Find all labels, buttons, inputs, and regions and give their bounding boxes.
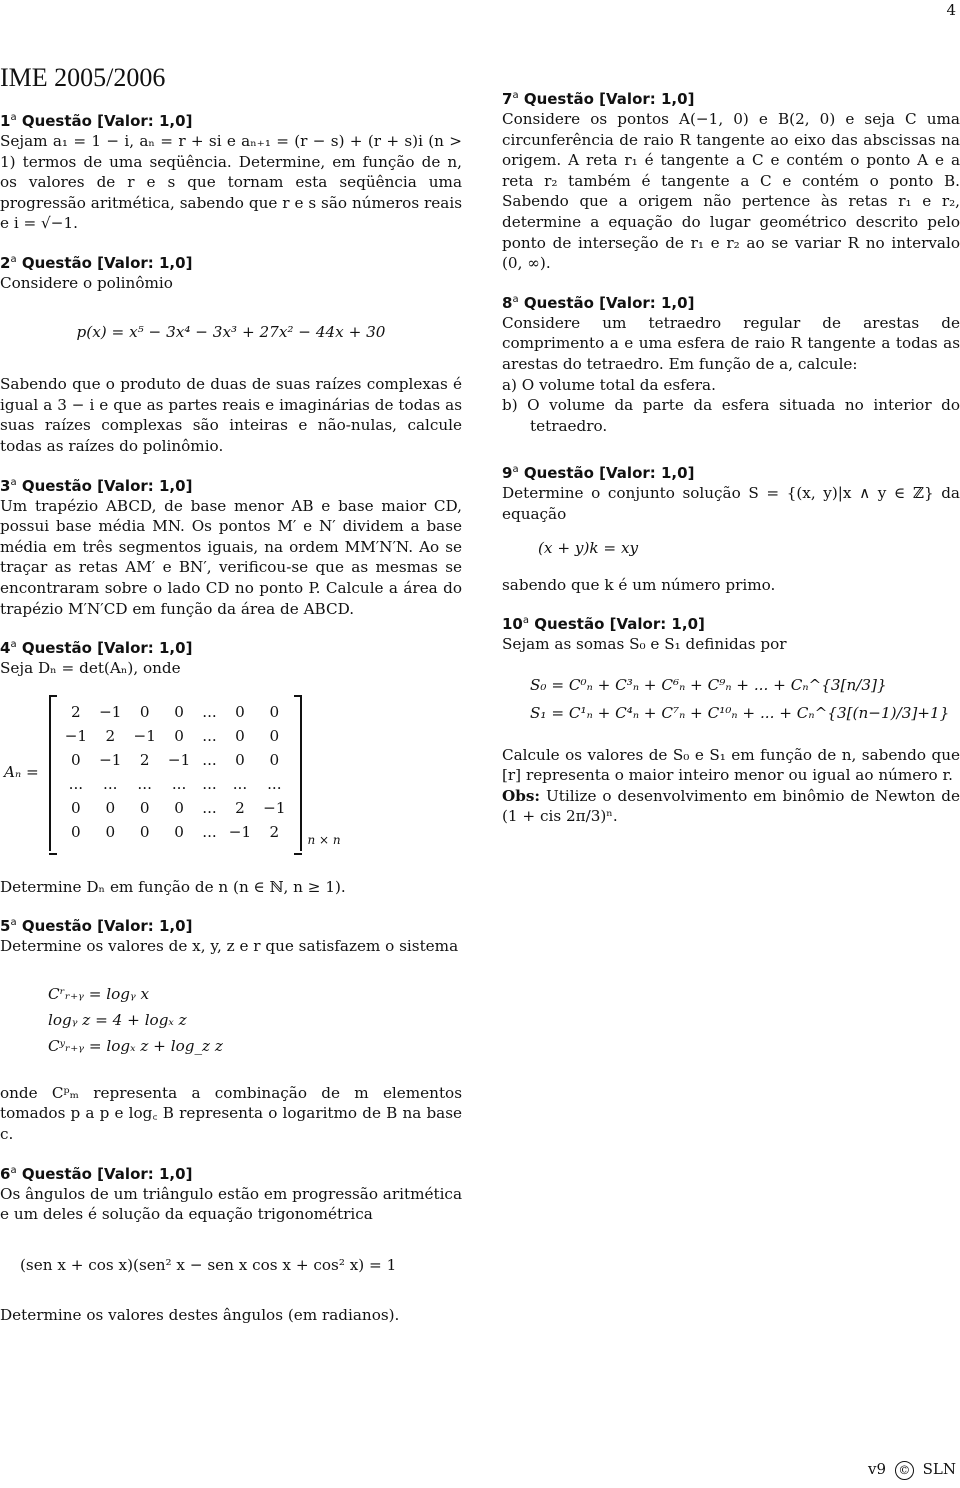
copyright-icon: ©	[895, 1461, 914, 1480]
option-b: b) O volume da parte da esfera situada no interior do tetraedro.	[502, 396, 960, 435]
matrix-cell: 0	[105, 823, 116, 842]
matrix-cell: 2	[139, 751, 150, 770]
question-title: 8$^a$ Questão [Valor: 1,0]	[502, 293, 695, 312]
matrix-cell: 0	[105, 799, 116, 818]
matrix-cell: ...	[171, 775, 187, 794]
matrix-cell: ...	[267, 775, 282, 794]
equation-line: Cʸᵣ₊ᵧ = logₓ z + log_z z	[48, 1036, 223, 1055]
question-5	[0, 913, 462, 1144]
question-intro: Seja Dₙ = det(Aₙ), onde	[0, 659, 181, 678]
footer	[868, 1459, 956, 1480]
equation-line: Cʳᵣ₊ᵧ = logᵧ x	[48, 984, 150, 1003]
question-intro: Determine o conjunto solução S = {(x, y)|x ∧ y ∈ ℤ} da equação	[502, 484, 960, 523]
matrix-cell: ...	[103, 775, 118, 794]
question-title: 2$^a$ Questão [Valor: 1,0]	[0, 253, 193, 272]
question-title: 4$^a$ Questão [Valor: 1,0]	[0, 639, 193, 658]
matrix-row	[59, 773, 292, 797]
matrix-row	[59, 821, 292, 845]
sum-equations	[530, 671, 960, 727]
question-text: sabendo que k é um número primo.	[502, 575, 776, 594]
matrix-cell: −1	[167, 751, 191, 770]
matrix-lhs: Aₙ =	[4, 763, 39, 782]
question-6	[0, 1161, 462, 1326]
question-title: 10$^a$ Questão [Valor: 1,0]	[502, 615, 705, 634]
obs-text: Utilize o desenvolvimento em binômio de Newton de (1 + cis 2π/3)ⁿ.	[502, 786, 960, 826]
page-number: 4	[946, 1, 956, 19]
matrix-cell: 0	[174, 703, 184, 722]
matrix-cell: 0	[71, 799, 81, 818]
matrix-cell: ...	[137, 775, 152, 794]
matrix-display	[4, 695, 462, 851]
question-title: 1$^a$ Questão [Valor: 1,0]	[0, 112, 193, 130]
matrix-row	[59, 701, 292, 725]
question-3	[0, 473, 462, 620]
matrix-cell: 2	[269, 823, 280, 842]
matrix-cell: −1	[133, 727, 156, 746]
footer-author: SLN	[922, 1460, 956, 1478]
question-intro: Considere o polinômio	[0, 273, 173, 292]
matrix-cell: 0	[174, 823, 184, 842]
matrix-cell: ...	[68, 775, 84, 794]
equation-line: logᵧ z = 4 + logₓ z	[48, 1010, 187, 1029]
question-intro: Os ângulos de um triângulo estão em progressão aritmética e um deles é solução da equação trigonométrica	[0, 1184, 462, 1224]
right-column	[502, 86, 960, 843]
question-9	[502, 460, 960, 595]
matrix-cell: 0	[139, 703, 150, 722]
question-title: 7$^a$ Questão [Valor: 1,0]	[502, 90, 695, 108]
matrix-cell: 0	[71, 823, 81, 842]
matrix-cell: 0	[174, 727, 184, 746]
matrix-cell: ...	[202, 799, 217, 818]
matrix-cell: 2	[235, 799, 245, 818]
matrix-cell: 0	[269, 727, 280, 746]
matrix	[49, 695, 302, 851]
matrix-cell: 2	[71, 703, 81, 722]
polynomial-equation: p(x) = x⁵ − 3x⁴ − 3x³ + 27x² − 44x + 30	[76, 322, 386, 341]
question-2	[0, 250, 462, 457]
matrix-cell: ...	[202, 727, 217, 746]
question-title: 9$^a$ Questão [Valor: 1,0]	[502, 464, 695, 483]
matrix-row	[59, 797, 292, 821]
matrix-cell: −1	[64, 727, 88, 746]
matrix-cell: 0	[269, 751, 280, 770]
matrix-size: n × n	[307, 833, 341, 848]
matrix-cell: ...	[202, 823, 217, 842]
option-a: a) O volume total da esfera.	[502, 375, 716, 394]
question-text: Calcule os valores de S₀ e S₁ em função de n, sabendo que [r] representa o maior inteiro menor ou igual ao número r.	[502, 745, 960, 785]
question-text: Um trapézio ABCD, de base menor AB e base maior CD, possui base média MN. Os pontos M′ e N′ dividem a base média em três segmentos iguais, na ordem MM′N′N. Ao se traçar as retas AM′ e BN′, verificou-se que as mesmas se encontraram sobre o lado CD no ponto P. Calcule a área do trapézio M′N′CD em função da área de ABCD.	[0, 496, 462, 618]
matrix-cell: 0	[235, 751, 245, 770]
question-text: Sabendo que o produto de duas de suas raízes complexas é igual a 3 − i e que as partes reais e imaginárias de todas as suas raízes complexas são inteiras e não-nulas, calcule todas as raízes do polinômio.	[0, 375, 462, 455]
question-4	[0, 635, 462, 897]
question-7	[502, 86, 960, 274]
footer-version: v9	[868, 1460, 887, 1478]
equation-line: S₁ = C¹ₙ + C⁴ₙ + C⁷ₙ + C¹⁰ₙ + ... + Cₙ^{3[(n−1)/3]+1}	[530, 703, 950, 722]
matrix-cell: 0	[139, 823, 150, 842]
matrix-row	[59, 725, 292, 749]
matrix-cell: 2	[105, 727, 116, 746]
question-10	[502, 611, 960, 827]
document-title: IME 2005/2006	[0, 63, 166, 92]
matrix-cell: ...	[232, 775, 248, 794]
obs-label: Obs:	[502, 786, 541, 805]
trig-equation: (sen x + cos x)(sen² x − sen x cos x + cos² x) = 1	[20, 1255, 397, 1274]
matrix-cell: 0	[71, 751, 81, 770]
matrix-table	[59, 701, 292, 845]
matrix-cell: −1	[99, 703, 122, 722]
question-8	[502, 290, 960, 437]
matrix-cell: ...	[202, 775, 217, 794]
matrix-cell: −1	[228, 823, 252, 842]
matrix-cell: ...	[202, 751, 217, 770]
question-text: Sejam a₁ = 1 − i, aₙ = r + si e aₙ₊₁ = (r − s) + (r + s)i (n > 1) termos de uma seqüência. Determine, em função de n, os valores de r e s que tornam esta seqüência uma progressão aritmética, sabendo que r e s são números reais e i = √−1.	[0, 132, 462, 233]
question-text: Determine Dₙ em função de n (n ∈ ℕ, n ≥ 1).	[0, 877, 346, 896]
matrix-cell: ...	[202, 703, 217, 722]
question-title: 6$^a$ Questão [Valor: 1,0]	[0, 1164, 193, 1183]
question-intro: Considere um tetraedro regular de arestas de comprimento a e uma esfera de raio R tangente a todas as arestas do tetraedro. Em função de a, calcule:	[502, 313, 960, 373]
question-text: Considere os pontos A(−1, 0) e B(2, 0) e seja C uma circunferência de raio R tangente ao eixo das abscissas na origem. A reta r₁ é tangente a C e contém o ponto A e a reta r₂ também é tangente a C e contém o ponto B. Sabendo que a origem não pertence às retas r₁ e r₂, determine a equação do lugar geométrico descrito pelo ponto de interseção de r₁ e r₂ ao se variar R no intervalo (0, ∞).	[502, 110, 960, 273]
matrix-cell: 0	[235, 727, 245, 746]
matrix-cell: 0	[139, 799, 150, 818]
question-text: Determine os valores destes ângulos (em radianos).	[0, 1306, 400, 1325]
matrix-cell: 0	[235, 703, 245, 722]
left-column	[0, 60, 462, 1342]
matrix-row	[59, 749, 292, 773]
question-intro: Sejam as somas S₀ e S₁ definidas por	[502, 635, 787, 654]
matrix-cell: −1	[99, 751, 122, 770]
obs-note	[502, 786, 960, 827]
equation: (x + y)k = xy	[538, 538, 639, 557]
question-1	[0, 108, 462, 234]
equation-system	[48, 981, 462, 1059]
question-title: 5$^a$ Questão [Valor: 1,0]	[0, 917, 193, 936]
matrix-cell: 0	[174, 799, 184, 818]
question-intro: Determine os valores de x, y, z e r que satisfazem o sistema	[0, 937, 459, 956]
matrix-cell: −1	[263, 799, 286, 818]
question-title: 3$^a$ Questão [Valor: 1,0]	[0, 476, 193, 495]
question-text: onde Cᵖₘ representa a combinação de m elementos tomados p a p e log꜀ B representa o logaritmo de B na base c.	[0, 1083, 462, 1144]
matrix-cell: 0	[269, 703, 280, 722]
equation-line: S₀ = C⁰ₙ + C³ₙ + C⁶ₙ + C⁹ₙ + ... + Cₙ^{3[n/3]}	[530, 675, 887, 694]
